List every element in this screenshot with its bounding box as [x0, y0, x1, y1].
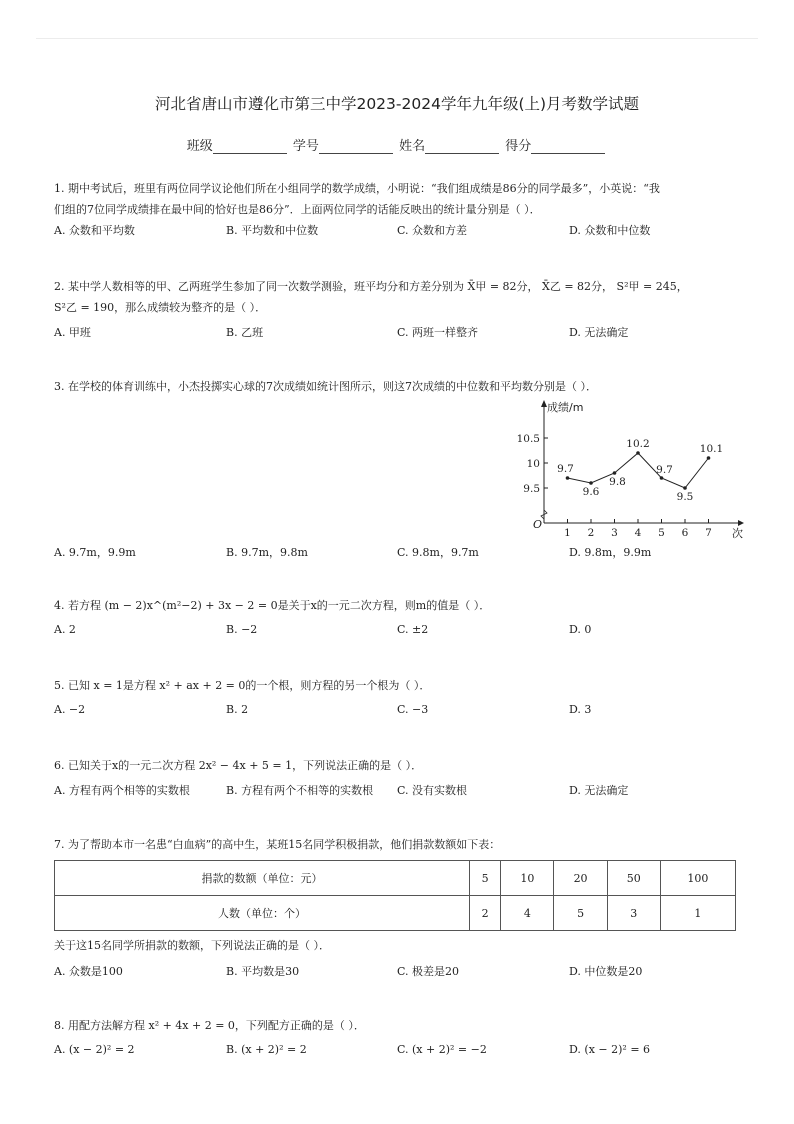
question-1-stem-line2: 们组的7位同学成绩排在最中间的恰好也是86分”．上面两位同学的话能反映出的统计量分别是（ ）．	[54, 203, 541, 216]
name-blank[interactable]	[425, 141, 499, 154]
number-field	[293, 135, 395, 154]
data-point	[589, 481, 593, 485]
question-8	[54, 1015, 744, 1036]
page-title: 河北省唐山市遵化市第三中学2023-2024学年九年级(上)月考数学试题	[154, 95, 640, 113]
question-3-options	[54, 544, 744, 562]
x-tick-label: 1	[564, 527, 571, 539]
data-label: 9.8	[609, 476, 626, 488]
score-blank[interactable]	[531, 141, 605, 154]
option-c[interactable]: C. 众数和方差	[397, 224, 468, 237]
table-cell: 4	[501, 896, 554, 931]
x-tick-label: 3	[611, 527, 618, 539]
table-cell: 5	[470, 861, 501, 896]
data-point	[636, 451, 640, 455]
data-point	[613, 471, 617, 475]
table-cell: 100	[660, 861, 735, 896]
option-a[interactable]: A. 9.7m，9.9m	[54, 546, 136, 559]
option-c[interactable]: C. ±2	[397, 623, 429, 636]
table-header-cell: 捐款的数额（单位：元）	[55, 861, 470, 896]
option-b[interactable]: B. −2	[226, 623, 258, 636]
class-label: 班级	[186, 139, 213, 154]
option-d[interactable]: D. 无法确定	[569, 784, 629, 797]
table-header-cell: 人数（单位：个）	[55, 896, 470, 931]
table-cell: 50	[607, 861, 660, 896]
data-point	[707, 456, 711, 460]
number-label: 学号	[292, 139, 319, 154]
class-blank[interactable]	[213, 141, 287, 154]
number-blank[interactable]	[319, 141, 393, 154]
option-c[interactable]: C. (x + 2)² = −2	[397, 1043, 487, 1056]
question-8-stem-line1: 8. 用配方法解方程 x² + 4x + 2 = 0，下列配方正确的是（ ）．	[54, 1019, 365, 1032]
question-8-options	[54, 1043, 744, 1061]
data-point	[660, 476, 664, 480]
table-row	[55, 861, 736, 896]
question-6-options	[54, 782, 744, 800]
option-b[interactable]: B. 乙班	[226, 326, 264, 339]
question-4-options	[54, 623, 744, 641]
option-d[interactable]: D. 众数和中位数	[569, 224, 651, 237]
header-rule	[36, 38, 758, 39]
option-a[interactable]: A. 众数是100	[54, 965, 123, 978]
table-row	[55, 896, 736, 931]
x-axis-arrow	[738, 520, 744, 526]
question-7-followup	[54, 935, 744, 956]
data-label: 9.7	[656, 464, 673, 476]
x-axis-label: 次	[732, 527, 743, 539]
x-tick-label: 5	[658, 527, 665, 539]
table-cell: 20	[554, 861, 607, 896]
option-c[interactable]: C. 没有实数根	[397, 784, 468, 797]
option-d[interactable]: D. 0	[569, 623, 592, 636]
question-6-stem-line1: 6. 已知关于x的一元二次方程 2x² − 4x + 5 = 1，下列说法正确的是（ ）．	[54, 759, 423, 772]
data-point	[683, 486, 687, 490]
option-a[interactable]: A. 众数和平均数	[54, 224, 135, 237]
score-line-chart	[512, 397, 748, 539]
y-axis-label: 成绩/m	[547, 401, 584, 414]
class-field	[187, 135, 289, 154]
score-field	[505, 135, 607, 154]
question-4	[54, 595, 744, 616]
option-b[interactable]: B. 平均数是30	[226, 965, 300, 978]
question-4-stem-line1: 4. 若方程 (m − 2)x^(m²−2) + 3x − 2 = 0是关于x的一元二次方程，则m的值是（ ）．	[54, 599, 491, 612]
question-3-stem-line1: 3. 在学校的体育训练中，小杰投掷实心球的7次成绩如统计图所示，则这7次成绩的中位数和平均数分别是（ ）．	[54, 380, 597, 393]
data-label: 10.2	[626, 438, 650, 450]
x-tick-label: 7	[705, 527, 712, 539]
question-5-stem-line1: 5. 已知 x = 1是方程 x² + ax + 2 = 0的一个根，则方程的另一个根为（ ）．	[54, 679, 431, 692]
option-d[interactable]: D. 9.8m，9.9m	[569, 546, 652, 559]
x-tick-label: 4	[634, 527, 642, 539]
data-label: 9.5	[676, 491, 694, 503]
table-cell: 3	[607, 896, 660, 931]
y-tick-label: 10.5	[516, 433, 540, 445]
name-label: 姓名	[399, 139, 426, 154]
question-7-stem-line1: 7. 为了帮助本市一名患“白血病”的高中生，某班15名同学积极捐款，他们捐款数额如下表：	[54, 838, 501, 851]
question-7-stem-line2: 关于这15名同学所捐款的数额，下列说法正确的是（ ）．	[54, 939, 330, 952]
option-a[interactable]: A. (x − 2)² = 2	[54, 1043, 135, 1056]
table-cell: 5	[554, 896, 607, 931]
question-5	[54, 675, 744, 696]
question-1	[54, 178, 744, 220]
option-d[interactable]: D. (x − 2)² = 6	[569, 1043, 651, 1056]
data-label: 9.6	[582, 486, 600, 498]
y-tick-label: 9.5	[523, 483, 540, 495]
name-field	[399, 135, 501, 154]
option-a[interactable]: A. −2	[54, 703, 86, 716]
option-a[interactable]: A. 方程有两个相等的实数根	[54, 784, 190, 797]
y-tick-label: 10	[526, 458, 540, 470]
data-label: 10.1	[699, 443, 724, 455]
question-2-stem-line2: S²乙 = 190，那么成绩较为整齐的是（ ）．	[54, 301, 267, 314]
option-b[interactable]: B. 2	[226, 703, 249, 716]
student-info-row	[0, 135, 794, 154]
option-c[interactable]: C. −3	[397, 703, 429, 716]
table-cell: 1	[660, 896, 735, 931]
option-d[interactable]: D. 中位数是20	[569, 965, 643, 978]
option-a[interactable]: A. 甲班	[54, 326, 91, 339]
score-label: 得分	[505, 139, 532, 154]
x-tick-label: 2	[587, 527, 595, 539]
question-6	[54, 755, 744, 776]
option-b[interactable]: B. 9.7m，9.8m	[226, 546, 308, 559]
option-d[interactable]: D. 无法确定	[569, 326, 629, 339]
option-d[interactable]: D. 3	[569, 703, 592, 716]
question-2-stem-line1: 2. 某中学人数相等的甲、乙两班学生参加了同一次数学测验，班平均分和方差分别为 X̄甲 = 82分， X̄乙 = 82分， S²甲 = 245，	[54, 280, 688, 293]
x-tick-label: 6	[681, 527, 689, 539]
question-2-options	[54, 324, 744, 342]
data-point	[566, 476, 570, 480]
question-3	[54, 376, 744, 397]
origin-label: O	[533, 518, 543, 531]
table-cell: 10	[501, 861, 554, 896]
question-1-stem-line1: 1. 期中考试后，班里有两位同学议论他们所在小组同学的数学成绩，小明说：“我们组成绩是86分的同学最多”，小英说：“我	[54, 182, 660, 195]
option-a[interactable]: A. 2	[54, 623, 76, 636]
question-2	[54, 276, 744, 318]
option-b[interactable]: B. (x + 2)² = 2	[226, 1043, 307, 1056]
option-b[interactable]: B. 方程有两个不相等的实数根	[226, 784, 374, 797]
option-c[interactable]: C. 两班一样整齐	[397, 326, 479, 339]
option-c[interactable]: C. 9.8m，9.7m	[397, 546, 479, 559]
option-c[interactable]: C. 极差是20	[397, 965, 460, 978]
question-7	[54, 834, 744, 855]
donation-table	[54, 860, 736, 931]
data-label: 9.7	[557, 463, 574, 475]
table-cell: 2	[470, 896, 501, 931]
option-b[interactable]: B. 平均数和中位数	[226, 224, 319, 237]
question-7-options	[54, 963, 744, 981]
question-1-options	[54, 222, 744, 240]
series-line	[568, 453, 709, 488]
question-5-options	[54, 703, 744, 721]
